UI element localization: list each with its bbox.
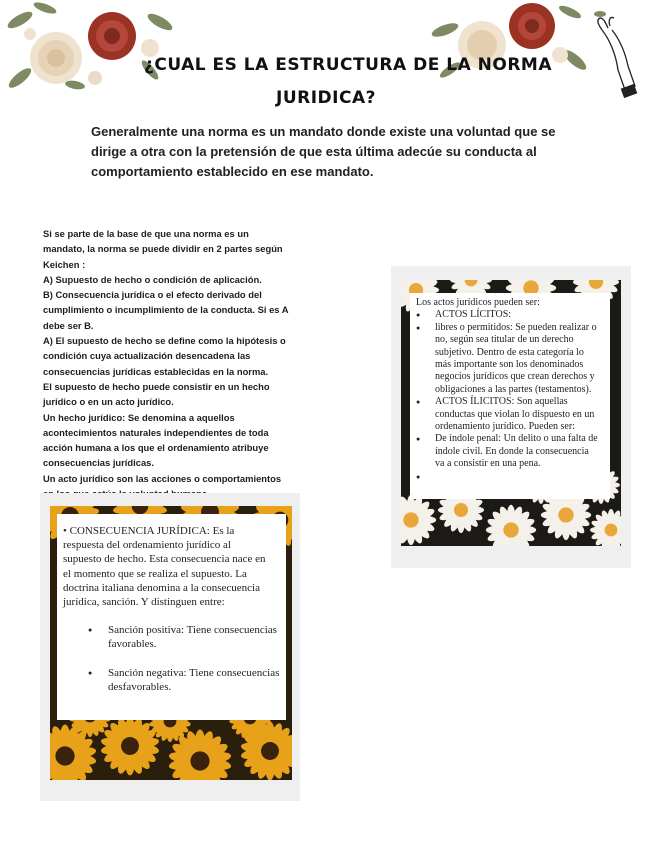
text-line: doctrina italiana denomina a la consecuencia: [63, 581, 260, 594]
bullet-line: más importante son los denominados: [435, 359, 584, 371]
legal-acts-card: [391, 266, 631, 568]
bullet-line: subjetivo. Dentro de esta categoría lo: [435, 346, 584, 358]
text-line: acción humana a los que el ordenamiento atribuye: [43, 442, 269, 454]
bullet-line: ● ACTOS ÍLICITOS: Son aquellas: [435, 396, 568, 408]
floral-decoration-left: [0, 0, 200, 95]
text-line: respuesta del ordenamiento jurídico al: [63, 539, 231, 552]
text-line: mandato, la norma se puede dividir en 2 partes según: [43, 243, 283, 255]
norm-structure-text: [43, 226, 318, 501]
page-title-line-2: JURIDICA?: [276, 88, 376, 108]
bullet-line: no, según sea titular de un derecho: [435, 334, 574, 346]
bullet-item: [416, 433, 606, 470]
bullet-line: ● libres o permitidos: Se pueden realizar o: [435, 321, 597, 333]
text-line: B) Consecuencia jurídica o el efecto derivado del: [43, 289, 262, 301]
bullet-line: obligaciones a las partes (testamentos).: [435, 383, 592, 395]
text-line: condición cuya actualización desencadena las: [43, 350, 251, 362]
bullet-line: desfavorables.: [108, 680, 172, 693]
intro-line: dirige a otra con la pretensión de que esta última adecúe su conducta al: [91, 144, 537, 159]
bullet-item: ● ACTOS LÍCITOS:: [416, 309, 606, 321]
legal-acts-intro: Los actos jurídicos pueden ser:: [416, 297, 540, 308]
intro-line: Generalmente una norma es un mandato donde existe una voluntad que se: [91, 124, 556, 139]
text-line: Un acto jurídico son las acciones o comportamientos: [43, 472, 282, 484]
text-line: debe ser B.: [43, 319, 94, 331]
bullet-line: conductas que violan lo dispuesto en un: [435, 408, 595, 420]
bullet-line: va a consistir en una pena.: [435, 458, 541, 470]
bullet-item: [63, 666, 282, 694]
bullet-item: [416, 396, 606, 433]
text-line: A) Supuesto de hecho o condición de aplicación.: [43, 273, 262, 285]
floral-decoration-right: [420, 0, 655, 105]
text-line: consecuencias jurídicas.: [43, 457, 154, 469]
text-line: El supuesto de hecho puede consistir en un hecho: [43, 380, 270, 392]
bullet-line: negocios jurídicos que crean derechos y: [435, 371, 595, 383]
text-line: Keichen :: [43, 258, 86, 270]
text-line: Si se parte de la base de que una norma es un: [43, 228, 249, 239]
text-line: Un hecho jurídico: Se denomina a aquellos: [43, 411, 235, 423]
bullet-line: índole civil. En donde la consecuencia: [435, 445, 589, 457]
text-line: jurídico o en un acto jurídico.: [43, 396, 174, 408]
legal-consequence-card: [40, 493, 300, 801]
bullet-line: ● Sanción positiva: Tiene consecuencias: [108, 624, 277, 637]
intro-line: comportamiento establecido en ese mandato.: [91, 164, 374, 179]
page-title-line-1: ¿CUAL ES LA ESTRUCTURA DE LA NORMA: [144, 55, 552, 75]
text-line: acontecimientos naturales independientes de toda: [43, 426, 269, 438]
legal-consequence-textbox: [57, 514, 286, 720]
text-line: consecuencias jurídicas establecidas en la norma.: [43, 365, 269, 377]
text-line: cumplimiento o incumplimiento de la conducta. Si es A: [43, 304, 289, 316]
text-line: supuesto de hecho. Esta consecuencia nace en: [63, 553, 266, 566]
empty-bullet-item: [416, 471, 606, 483]
text-line: el momento que se realiza el supuesto. La: [63, 567, 247, 580]
bullet-line: favorables.: [108, 638, 157, 651]
legal-acts-textbox: [410, 293, 610, 499]
bullet-line: ● De índole penal: Un delito o una falta de: [435, 433, 598, 445]
bullet-line: ordenamiento jurídico. Pueden ser:: [435, 421, 575, 433]
text-line: A) El supuesto de hecho se define como la hipótesis o: [43, 335, 286, 347]
bullet-item: [416, 322, 606, 396]
bullet-line: ● Sanción negativa: Tiene consecuencias: [108, 666, 280, 679]
bullet-item: [63, 623, 282, 651]
text-line: jurídica, sanción. Y distinguen entre:: [63, 596, 225, 609]
intro-paragraph: [91, 122, 561, 182]
text-line: • CONSECUENCIA JURÍDICA: Es la: [63, 525, 235, 537]
